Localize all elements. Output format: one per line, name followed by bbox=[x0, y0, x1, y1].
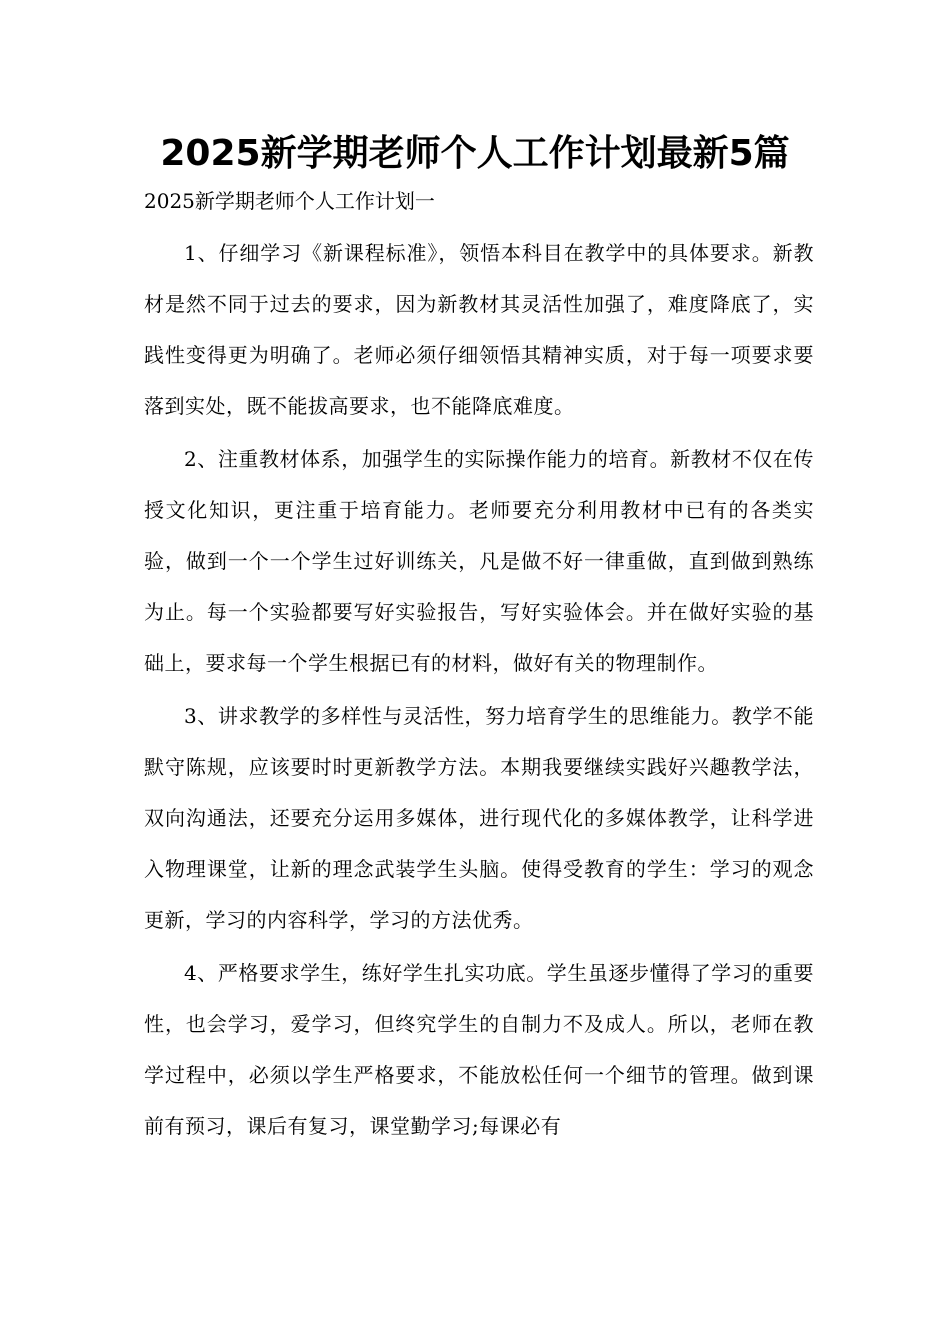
paragraph-1: 1、仔细学习《新课程标准》，领悟本科目在教学中的具体要求。新教材是然不同于过去的要求，因为新教材其灵活性加强了，难度降底了，实践性变得更为明确了。老师必须仔细领悟其精神实质，对于每一项要求要落到实处，既不能拔高要求，也不能降底难度。 bbox=[144, 241, 814, 418]
paragraph-4: 4、严格要求学生，练好学生扎实功底。学生虽逐步懂得了学习的重要性，也会学习，爱学习，但终究学生的自制力不及成人。所以，老师在教学过程中，必须以学生严格要求，不能放松任何一个细节的管理。做到课前有预习，课后有复习，课堂勤学习;每课必有 bbox=[144, 961, 814, 1138]
paragraph-3: 3、讲求教学的多样性与灵活性，努力培育学生的思维能力。教学不能默守陈规，应该要时时更新教学方法。本期我要继续实践好兴趣教学法，双向沟通法，还要充分运用多媒体，进行现代化的多媒体教学，让科学进入物理课堂，让新的理念武装学生头脑。使得受教育的学生：学习的观念更新，学习的内容科学，学习的方法优秀。 bbox=[144, 704, 814, 932]
paragraph-2: 2、注重教材体系，加强学生的实际操作能力的培育。新教材不仅在传授文化知识，更注重于培育能力。老师要充分利用教材中已有的各类实验，做到一个一个学生过好训练关，凡是做不好一律重做，直到做到熟练为止。每一个实验都要写好实验报告，写好实验体会。并在做好实验的基础上，要求每一个学生根据已有的材料，做好有关的物理制作。 bbox=[144, 447, 814, 675]
document-body bbox=[144, 186, 814, 1154]
document-title: 2025新学期老师个人工作计划最新5篇 bbox=[160, 133, 790, 174]
section-subtitle: 2025新学期老师个人工作计划一 bbox=[144, 189, 435, 213]
